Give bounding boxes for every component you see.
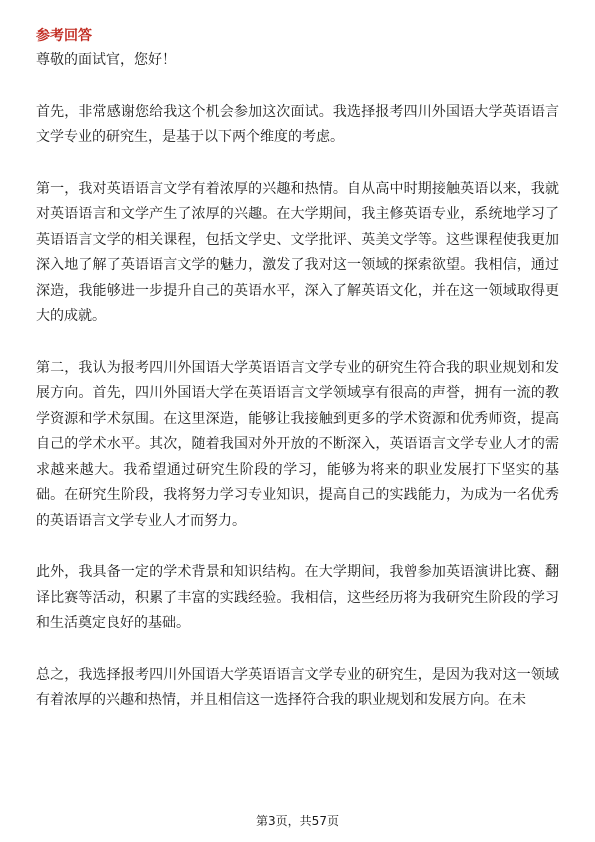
first-reason-paragraph: 第一，我对英语语言文学有着浓厚的兴趣和热情。自从高中时期接触英语以来，我就对英语语言和文学产生了浓厚的兴趣。在大学期间，我主修英语专业，系统地学习了英语语言文学的相关课程，包括文学史、文学批评、英美文学等。这些课程使我更加深入地了解了英语语言文学的魅力，激发了我对这一领域的探索欲望。我相信，通过深造，我能够进一步提升自己的英语水平，深入了解英语文化，并在这一领域取得更大的成就。 xyxy=(36,180,559,324)
second-reason-paragraph: 第二，我认为报考四川外国语大学英语语言文学专业的研究生符合我的职业规划和发展方向。首先，四川外国语大学在英语语言文学领域享有很高的声誉，拥有一流的教学资源和学术氛围。在这里深造，能够让我接触到更多的学术资源和优秀师资，提高自己的学术水平。其次，随着我国对外开放的不断深入，英语语言文学专业人才的需求越来越大。我希望通过研究生阶段的学习，能够为将来的职业发展打下坚实的基础。在研究生阶段，我将努力学习专业知识，提高自己的实践能力，为成为一名优秀的英语语言文学专业人才而努力。 xyxy=(36,359,559,529)
section-heading: 参考回答 xyxy=(36,28,92,44)
page-number: 第3页，共57页 xyxy=(256,814,339,828)
additional-paragraph: 此外，我具备一定的学术背景和知识结构。在大学期间，我曾参加英语演讲比赛、翻译比赛等活动，积累了丰富的实践经验。我相信，这些经历将为我研究生阶段的学习和生活奠定良好的基础。 xyxy=(36,564,559,631)
conclusion-paragraph: 总之，我选择报考四川外国语大学英语语言文学专业的研究生，是因为我对这一领域有着浓厚的兴趣和热情，并且相信这一选择符合我的职业规划和发展方向。在未 xyxy=(36,666,559,708)
greeting-paragraph: 尊敬的面试官，您好！ xyxy=(36,52,176,68)
intro-paragraph: 首先，非常感谢您给我这个机会参加这次面试。我选择报考四川外国语大学英语语言文学专业的研究生，是基于以下两个维度的考虑。 xyxy=(36,103,559,145)
answer-body xyxy=(36,48,559,714)
